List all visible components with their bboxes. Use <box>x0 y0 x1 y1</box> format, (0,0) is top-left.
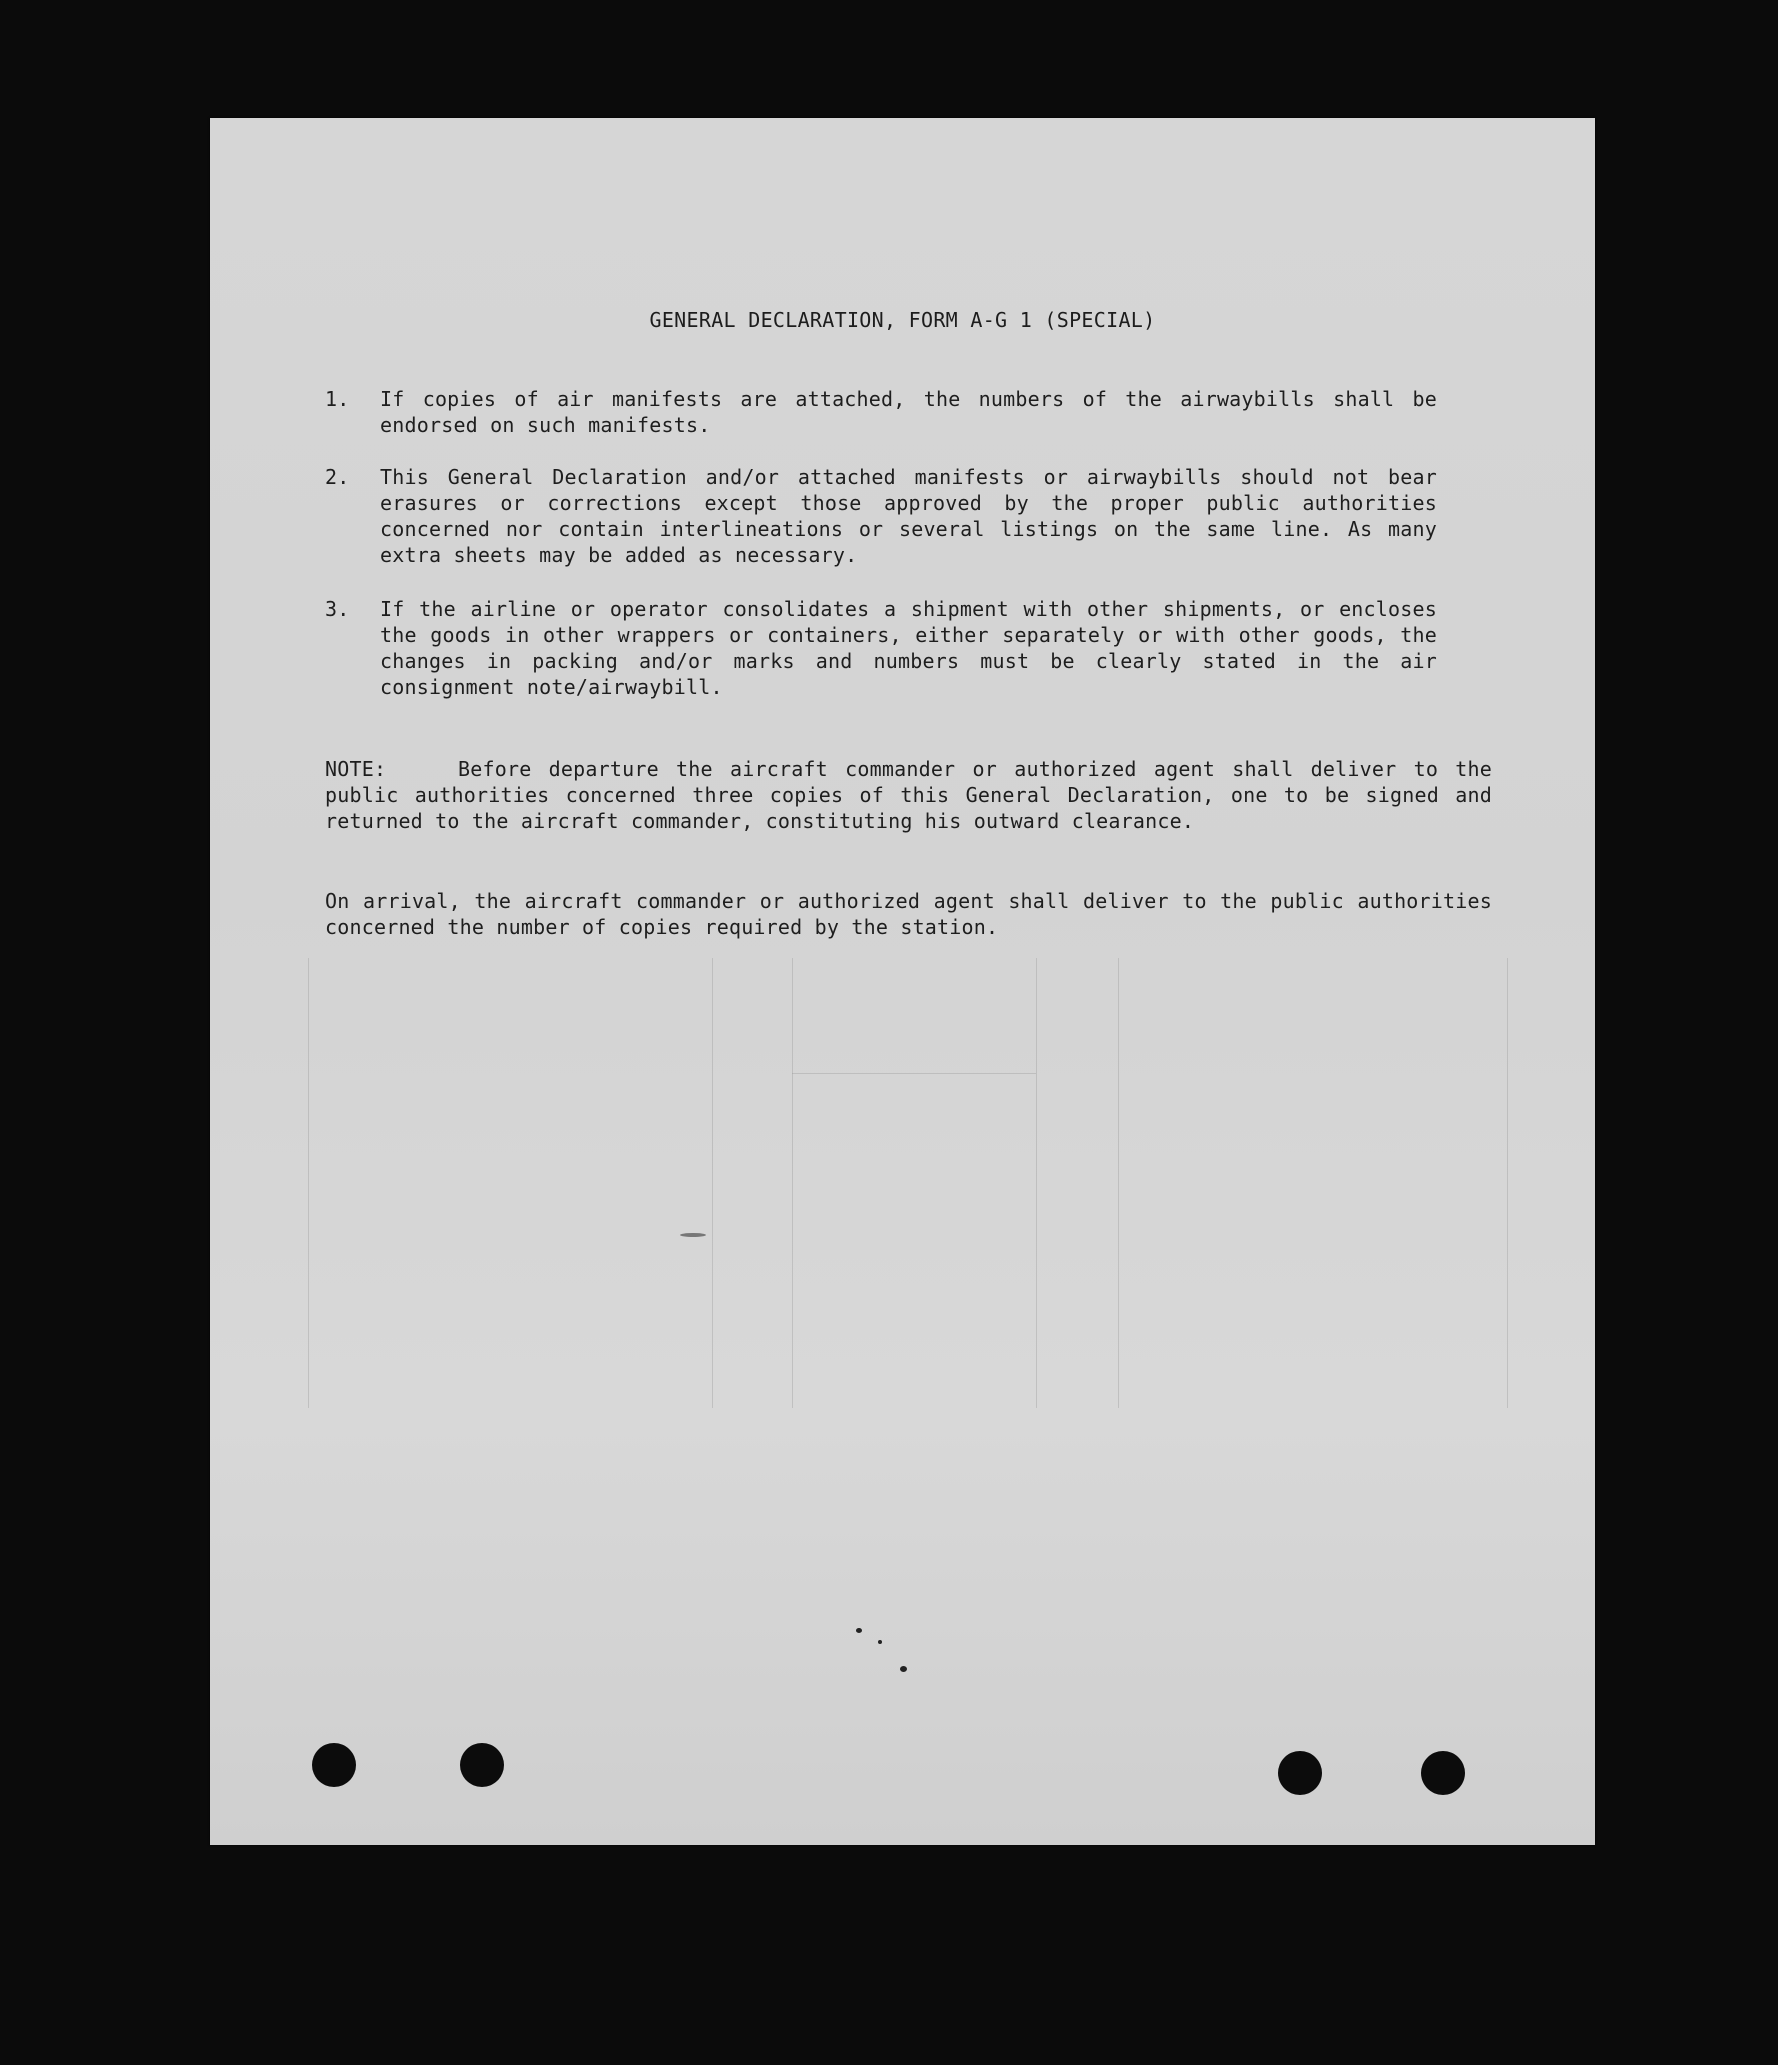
punch-hole <box>460 1743 504 1787</box>
bleed-through-line <box>792 958 793 1408</box>
arrival-text: On arrival, the aircraft commander or authorized agent shall deliver to the public authorities concerned the number of copies required by the station. <box>325 889 1492 939</box>
document-page <box>210 118 1595 1845</box>
item-text: If the airline or operator consolidates a shipment with other shipments, or encloses the goods in other wrappers or containers, either separately or with other goods, the changes in packing and/or marks and numbers must be clearly stated in the air consignment note/airwaybill. <box>380 597 1437 699</box>
item-number: 2. <box>325 465 350 489</box>
punch-hole <box>312 1743 356 1787</box>
item-text: This General Declaration and/or attached manifests or airwaybills should not bear erasures or corrections except those approved by the proper public authorities concerned nor contain interlineations or several listings on the same line. As many extra sheets may be added as necessary. <box>380 465 1437 567</box>
note-label: NOTE: <box>325 757 387 781</box>
ink-speck <box>680 1233 706 1237</box>
ink-speck <box>900 1666 907 1672</box>
bleed-through-line <box>792 1073 1036 1074</box>
list-item <box>325 464 1437 568</box>
punch-hole <box>1421 1751 1465 1795</box>
arrival-paragraph <box>325 888 1492 940</box>
bleed-through-line <box>712 958 713 1408</box>
ink-speck <box>878 1640 882 1644</box>
list-item <box>325 596 1437 700</box>
bleed-through-line <box>1118 958 1119 1408</box>
bleed-through-line <box>308 958 309 1408</box>
list-item <box>325 386 1437 438</box>
bleed-through-line <box>1036 958 1037 1408</box>
item-number: 1. <box>325 387 350 411</box>
item-number: 3. <box>325 597 350 621</box>
bleed-through-line <box>1507 958 1508 1408</box>
ink-speck <box>856 1628 862 1633</box>
note-paragraph <box>325 756 1492 834</box>
item-text: If copies of air manifests are attached, the numbers of the airwaybills shall be endorsed on such manifests. <box>380 387 1437 437</box>
page-title: GENERAL DECLARATION, FORM A-G 1 (SPECIAL) <box>649 308 1156 332</box>
note-text: Before departure the aircraft commander or authorized agent shall deliver to the public authorities concerned three copies of this General Declaration, one to be signed and returned to the aircraft commander, constituting his outward clearance. <box>325 757 1492 833</box>
punch-hole <box>1278 1751 1322 1795</box>
